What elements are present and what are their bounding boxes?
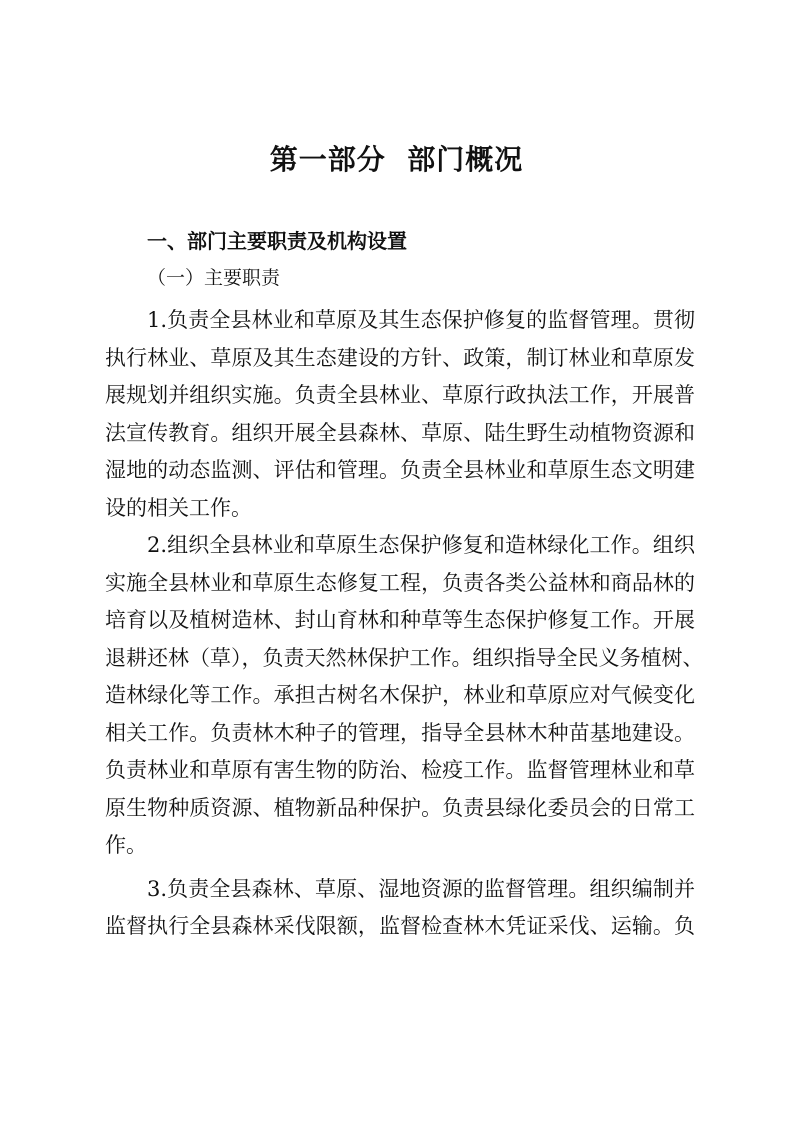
paragraph-line: 造林绿化等工作。承担古树名木保护，林业和草原应对气候变化 (105, 683, 695, 707)
paragraph-line: 培育以及植树造林、封山育林和种草等生态保护修复工作。开展 (105, 608, 695, 632)
paragraph-duty-2 (105, 527, 704, 865)
paragraph-line: 展规划并组织实施。负责全县林业、草原行政执法工作，开展普 (105, 383, 695, 407)
paragraph-line: 设的相关工作。 (105, 495, 252, 520)
paragraph-line: 实施全县林业和草原生态修复工程，负责各类公益林和商品林的 (105, 570, 695, 595)
paragraph-duty-1 (105, 302, 695, 527)
paragraph-line: 负责林业和草原有害生物的防治、检疫工作。监督管理林业和草 (105, 758, 695, 782)
paragraph-line: 2.组织全县林业和草原生态保护修复和造林绿化工作。组织 (147, 533, 695, 557)
subsection-heading: （一）主要职责 (147, 267, 281, 289)
paragraph-duty-3 (105, 871, 695, 946)
document-body (105, 302, 704, 946)
paragraph-line: 作。 (105, 833, 147, 857)
paragraph-line: 监督执行全县森林采伐限额，监督检查林木凭证采伐、运输。负 (105, 914, 695, 938)
paragraph-line: 湿地的动态监测、评估和管理。负责全县林业和草原生态文明建 (105, 458, 695, 482)
paragraph-line: 法宣传教育。组织开展全县森林、草原、陆生野生动植物资源和 (105, 420, 695, 445)
paragraph-line: 1.负责全县林业和草原及其生态保护修复的监督管理。贯彻 (147, 308, 695, 332)
paragraph-line: 执行林业、草原及其生态建设的方针、政策，制订林业和草原发 (105, 345, 695, 370)
paragraph-line: 退耕还林（草），负责天然林保护工作。组织指导全民义务植树、 (105, 645, 704, 670)
paragraph-line: 相关工作。负责林木种子的管理，指导全县林木种苗基地建设。 (105, 720, 695, 745)
paragraph-line: 3.负责全县森林、草原、湿地资源的监督管理。组织编制并 (147, 876, 695, 901)
section-heading: 一、部门主要职责及机构设置 (147, 229, 407, 253)
page-title: 第一部分 部门概况 (269, 143, 524, 176)
paragraph-line: 原生物种质资源、植物新品种保护。负责县绿化委员会的日常工 (105, 795, 695, 820)
